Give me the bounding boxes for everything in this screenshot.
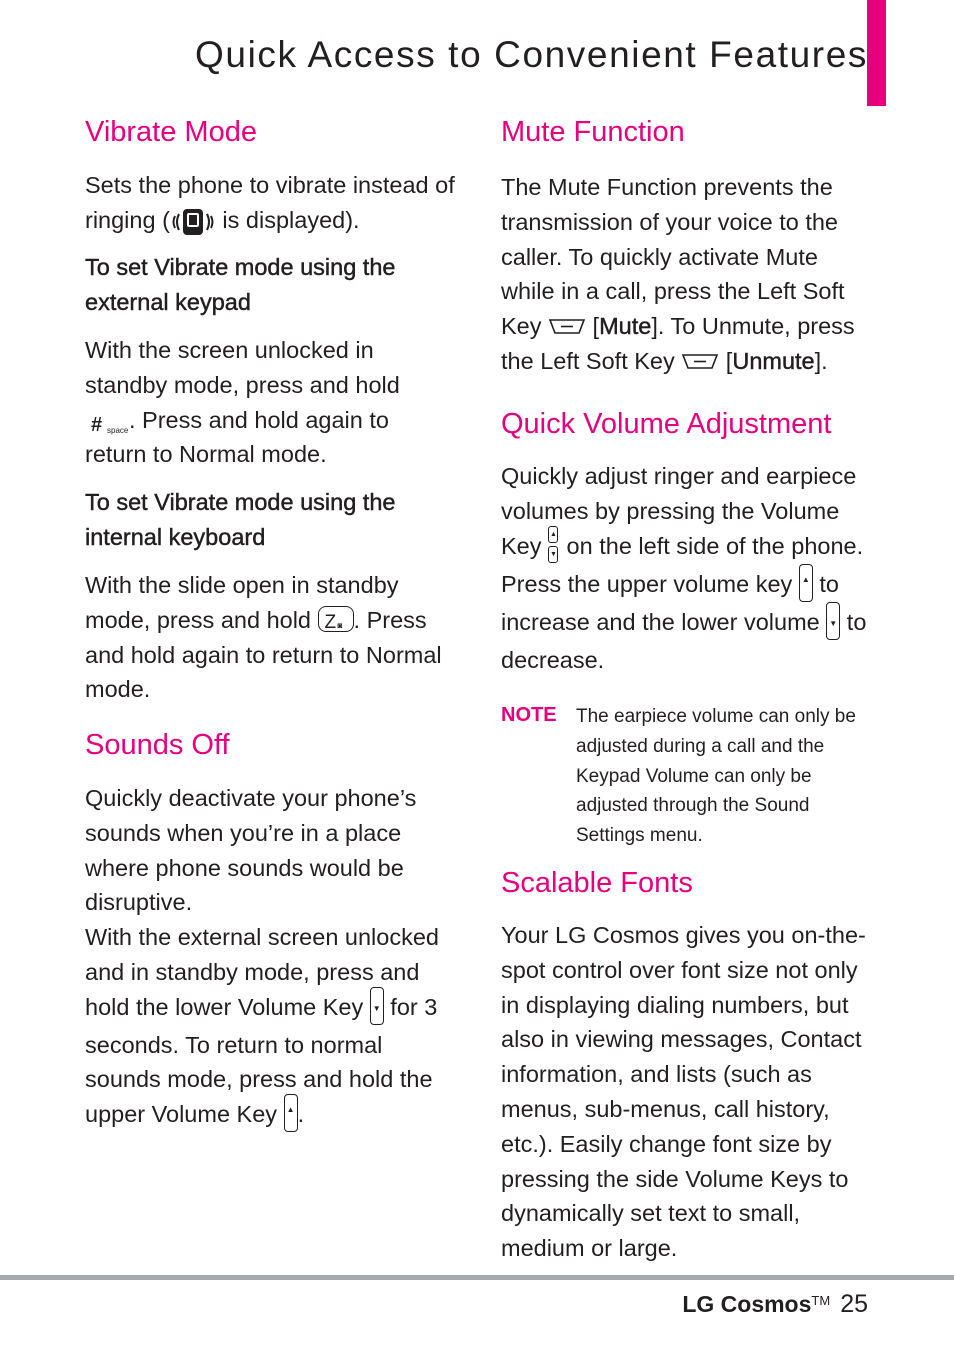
vibrate-external-subheading: To set Vibrate mode using the external keypad	[85, 254, 396, 315]
vibrate-intro	[85, 168, 460, 238]
volume-text-a: Quickly adjust ringer and earpiece volumes by pressing the Volume Key	[501, 463, 857, 559]
unmute-bracket-open: [	[719, 347, 733, 374]
left-soft-key-icon	[681, 352, 719, 370]
hash-space-key-icon	[85, 406, 129, 437]
vibrate-internal-text-b: . Press and hold again to return to Normal mode.	[85, 606, 442, 703]
mute-text-c: ].	[814, 347, 828, 374]
z-key-icon	[318, 606, 354, 632]
sounds-off-text-b: for 3 seconds. To return to normal sounds mode, press and hold the upper Volume Key	[85, 993, 438, 1128]
vibrate-external-instructions	[85, 333, 425, 472]
hash-key-symbol: #	[91, 414, 103, 437]
footer-divider	[0, 1275, 954, 1280]
vibrate-mode-heading: Vibrate Mode	[85, 116, 257, 148]
sounds-off-heading: Sounds Off	[85, 729, 230, 761]
mute-function-heading: Mute Function	[501, 116, 685, 148]
vibrate-internal-subheading: To set Vibrate mode using the internal keyboard	[85, 489, 396, 550]
footer-trademark: TM	[811, 1293, 831, 1308]
volume-key-pair-icon: ▲ ▼	[548, 526, 560, 564]
vibrate-external-text-a: With the screen unlocked in standby mode, press and hold	[85, 337, 400, 398]
volume-up-key-icon: ▲	[799, 564, 813, 602]
vibrate-intro-text-b: is displayed).	[215, 206, 360, 233]
note-text: The earpiece volume can only be adjusted during a call and the Keypad Volume can only be adjusted through the Sound Settings menu.	[576, 706, 856, 847]
quick-volume-description	[501, 459, 876, 677]
vibrate-icon	[170, 207, 216, 237]
mute-text-b: ]. To Unmute, press the Left Soft Key	[501, 313, 855, 374]
vibrate-intro-text-a: Sets the phone to vibrate instead of ringing (	[85, 172, 455, 233]
volume-text-b: on the left side of the phone. Press the upper volume key	[501, 532, 864, 597]
mute-key-label: Mute	[599, 313, 652, 340]
footer-brand: LG Cosmos	[682, 1291, 812, 1317]
volume-up-key-icon: ▲	[284, 1094, 298, 1132]
quick-volume-heading: Quick Volume Adjustment	[501, 408, 832, 440]
volume-text-c: to increase and the lower volume	[501, 570, 839, 635]
vibrate-internal-text-a: With the slide open in standby mode, press and hold	[85, 572, 399, 633]
page-number: 25	[840, 1290, 868, 1318]
mute-text-a: The Mute Function prevents the transmission of your voice to the caller. To quickly activate Mute while in a call, press the Left Soft Key	[501, 174, 845, 340]
section-tab-marker	[867, 0, 886, 106]
hash-key-sublabel: space	[107, 426, 129, 436]
volume-down-key-icon: ▼	[370, 987, 384, 1025]
scalable-fonts-heading: Scalable Fonts	[501, 867, 693, 899]
mute-description	[501, 170, 873, 379]
page-footer	[682, 1290, 868, 1319]
sounds-off-text-c: .	[297, 1101, 305, 1128]
scalable-fonts-description: Your LG Cosmos gives you on-the-spot control over font size not only in displaying dialing numbers, but also in viewing messages, Contact information, and lists (such as menus, sub-menus, call history, etc.). Easily change font size by pressing the side Volume Keys to dynamically set text to small, medium or large.	[501, 922, 866, 1262]
sounds-off-text-a: With the external screen unlocked and in standby mode, press and hold the lower Volume Key	[85, 924, 439, 1020]
note-label: NOTE	[501, 704, 557, 726]
page-title: Quick Access to Convenient Features	[195, 34, 868, 75]
volume-text-d: to decrease.	[501, 608, 867, 673]
mute-bracket-open: [	[586, 313, 600, 340]
z-key-vibrate-glyph: ◙	[337, 620, 343, 630]
volume-down-key-icon: ▼	[826, 602, 840, 640]
sounds-off-instructions	[85, 920, 460, 1135]
vibrate-external-text-b: . Press and hold again to return to Normal mode.	[85, 406, 389, 468]
sounds-off-description: Quickly deactivate your phone’s sounds when you’re in a place where phone sounds would be disruptive.	[85, 785, 417, 916]
vibrate-internal-instructions	[85, 568, 460, 707]
z-key-symbol: Z	[324, 611, 337, 633]
unmute-key-label: Unmute	[732, 347, 815, 374]
left-soft-key-icon	[548, 317, 586, 335]
